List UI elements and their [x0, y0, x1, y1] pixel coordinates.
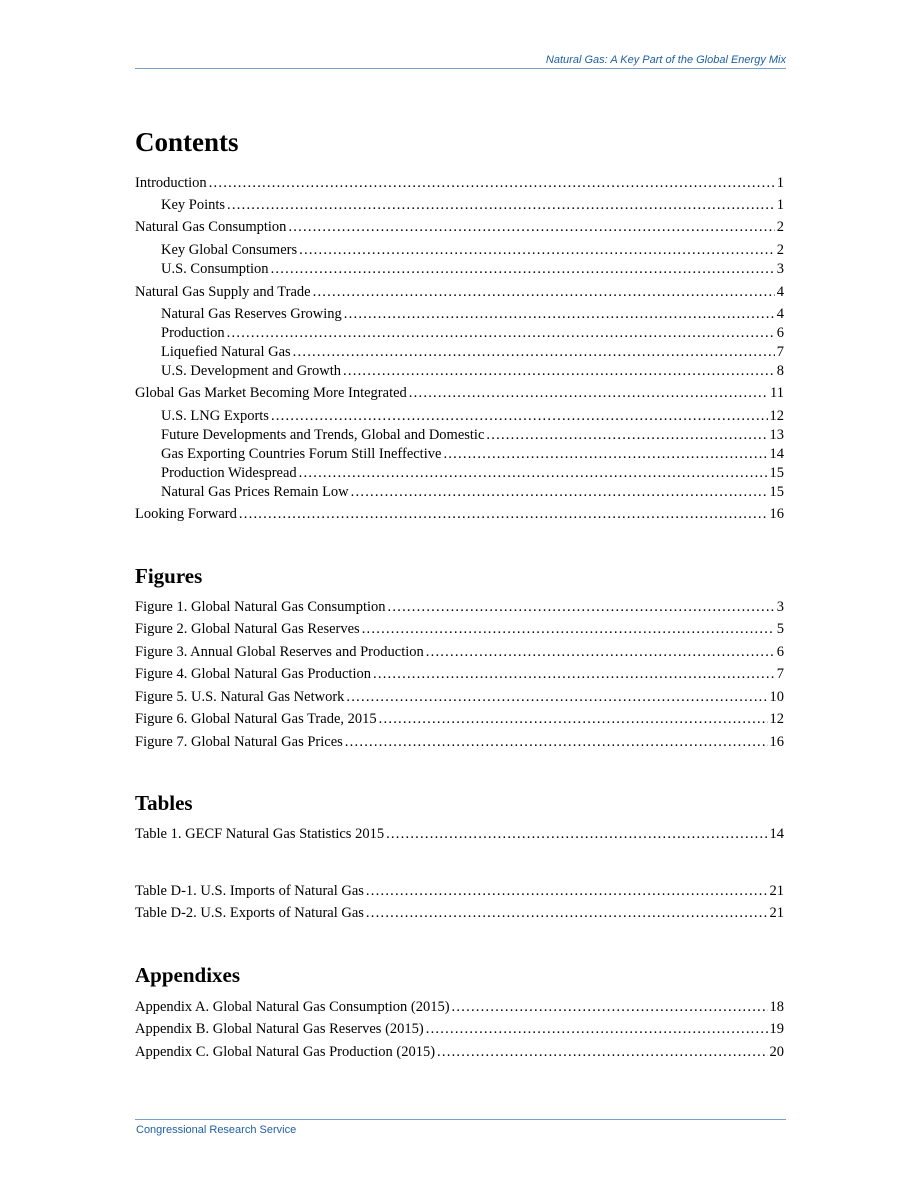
figure-entry-page: 6	[776, 644, 784, 660]
toc-entry-label: U.S. LNG Exports	[161, 408, 269, 424]
toc-entry-label: Liquefied Natural Gas	[161, 344, 291, 360]
dot-leader	[362, 621, 775, 638]
appendix-entry[interactable]	[135, 999, 784, 1016]
footer-rule	[135, 1119, 786, 1120]
dot-leader	[344, 306, 775, 323]
table-entry-label: Table 1. GECF Natural Gas Statistics 2015	[135, 826, 385, 842]
dot-leader	[313, 284, 775, 301]
toc-entry[interactable]	[135, 408, 784, 425]
toc-entry-page: 6	[776, 325, 784, 341]
header-rule	[135, 68, 786, 69]
toc-entry[interactable]	[135, 175, 784, 192]
tables-heading: Tables	[135, 791, 193, 815]
figure-entry[interactable]	[135, 621, 784, 638]
toc-entry[interactable]	[135, 363, 784, 380]
dot-leader	[227, 197, 775, 214]
toc-entry[interactable]	[135, 242, 784, 259]
table-entry-page: 21	[769, 905, 784, 921]
toc-entry[interactable]	[135, 385, 784, 402]
toc-entry-label: Introduction	[135, 175, 207, 191]
toc-entry-page: 1	[776, 175, 784, 191]
dot-leader	[379, 711, 768, 728]
contents-heading: Contents	[135, 127, 239, 157]
toc-entry-label: U.S. Development and Growth	[161, 363, 342, 379]
table-entry[interactable]	[135, 826, 784, 843]
dot-leader	[452, 999, 768, 1016]
dot-leader	[437, 1044, 767, 1061]
dot-leader	[366, 883, 768, 900]
figure-entry-label: Figure 1. Global Natural Gas Consumption	[135, 599, 386, 615]
toc-entry-label: Natural Gas Supply and Trade	[135, 284, 311, 300]
toc-entry-page: 2	[776, 242, 784, 258]
toc-entry-label: Key Global Consumers	[161, 242, 298, 258]
toc-entry[interactable]	[135, 261, 784, 278]
dot-leader	[388, 599, 775, 616]
toc-entry-label: Production	[161, 325, 225, 341]
table-entry[interactable]	[135, 883, 784, 900]
toc-entry-label: Natural Gas Consumption	[135, 219, 287, 235]
dot-leader	[409, 385, 768, 402]
toc-entry-page: 4	[776, 284, 784, 300]
figures-heading: Figures	[135, 564, 203, 588]
dot-leader	[343, 363, 775, 380]
toc-entry[interactable]	[135, 197, 784, 214]
toc-entry[interactable]	[135, 427, 784, 444]
figure-entry[interactable]	[135, 644, 784, 661]
appendix-entry-label: Appendix B. Global Natural Gas Reserves (2015)	[135, 1021, 424, 1037]
toc-entry-label: Natural Gas Reserves Growing	[161, 306, 342, 322]
figure-entry-page: 7	[776, 666, 784, 682]
figure-entry[interactable]	[135, 666, 784, 683]
dot-leader	[426, 1021, 768, 1038]
appendix-entry-page: 19	[769, 1021, 784, 1037]
toc-entry-label: Key Points	[161, 197, 226, 213]
toc-entry-page: 11	[770, 385, 784, 401]
toc-entry[interactable]	[135, 506, 784, 523]
figure-entry-page: 16	[769, 734, 784, 750]
dot-leader	[227, 325, 775, 342]
toc-entry-label: Production Widespread	[161, 465, 297, 481]
toc-entry-page: 8	[776, 363, 784, 379]
toc-entry[interactable]	[135, 325, 784, 342]
figure-entry-page: 10	[769, 689, 784, 705]
dot-leader	[299, 242, 775, 259]
figure-entry-label: Figure 6. Global Natural Gas Trade, 2015	[135, 711, 377, 727]
figure-entry-page: 3	[776, 599, 784, 615]
dot-leader	[288, 219, 774, 236]
toc-entry-page: 12	[769, 408, 784, 424]
running-header: Natural Gas: A Key Part of the Global Energy Mix	[545, 54, 786, 66]
dot-leader	[271, 408, 768, 425]
toc-entry[interactable]	[135, 219, 784, 236]
dot-leader	[486, 427, 767, 444]
toc-entry-label: Future Developments and Trends, Global and Domestic	[161, 427, 485, 443]
table-entry-page: 21	[769, 883, 784, 899]
figure-entry-label: Figure 3. Annual Global Reserves and Production	[135, 644, 424, 660]
appendix-entry[interactable]	[135, 1044, 784, 1061]
dot-leader	[293, 344, 775, 361]
toc-entry-label: Looking Forward	[135, 506, 237, 522]
toc-entry-page: 1	[776, 197, 784, 213]
toc-entry-page: 15	[769, 484, 784, 500]
toc-entry-page: 13	[769, 427, 784, 443]
appendix-entry[interactable]	[135, 1021, 784, 1038]
figure-entry[interactable]	[135, 711, 784, 728]
toc-entry-page: 16	[769, 506, 784, 522]
figure-entry[interactable]	[135, 599, 784, 616]
toc-entry-label: Gas Exporting Countries Forum Still Ineffective	[161, 446, 442, 462]
appendix-entry-page: 20	[769, 1044, 784, 1060]
figure-entry[interactable]	[135, 689, 784, 706]
toc-entry[interactable]	[135, 484, 784, 501]
toc-entry-label: Global Gas Market Becoming More Integrated	[135, 385, 407, 401]
toc-entry-page: 4	[776, 306, 784, 322]
figure-entry-label: Figure 5. U.S. Natural Gas Network	[135, 689, 345, 705]
dot-leader	[373, 666, 775, 683]
table-entry-label: Table D-2. U.S. Exports of Natural Gas	[135, 905, 364, 921]
figure-entry-page: 5	[776, 621, 784, 637]
toc-entry[interactable]	[135, 284, 784, 301]
toc-entry-label: Natural Gas Prices Remain Low	[161, 484, 349, 500]
dot-leader	[351, 484, 768, 501]
table-entry-label: Table D-1. U.S. Imports of Natural Gas	[135, 883, 364, 899]
table-entry[interactable]	[135, 905, 784, 922]
toc-entry-page: 15	[769, 465, 784, 481]
dot-leader	[209, 175, 775, 192]
figure-entry-label: Figure 7. Global Natural Gas Prices	[135, 734, 343, 750]
toc-entry-page: 7	[776, 344, 784, 360]
toc-entry[interactable]	[135, 446, 784, 463]
toc-entry-page: 3	[776, 261, 784, 277]
toc-entry[interactable]	[135, 344, 784, 361]
dot-leader	[386, 826, 767, 843]
figure-entry-label: Figure 2. Global Natural Gas Reserves	[135, 621, 360, 637]
dot-leader	[366, 905, 768, 922]
dot-leader	[426, 644, 775, 661]
footer-text: Congressional Research Service	[136, 1124, 297, 1136]
appendix-entry-page: 18	[769, 999, 784, 1015]
dot-leader	[299, 465, 768, 482]
toc-entry-label: U.S. Consumption	[161, 261, 269, 277]
toc-entry[interactable]	[135, 306, 784, 323]
table-entry-page: 14	[769, 826, 784, 842]
appendix-entry-label: Appendix C. Global Natural Gas Production (2015)	[135, 1044, 436, 1060]
appendix-entry-label: Appendix A. Global Natural Gas Consumption (2015)	[135, 999, 450, 1015]
dot-leader	[271, 261, 775, 278]
toc-entry-page: 2	[776, 219, 784, 235]
dot-leader	[345, 734, 768, 751]
toc-entry-page: 14	[769, 446, 784, 462]
dot-leader	[239, 506, 768, 523]
dot-leader	[346, 689, 767, 706]
toc-entry[interactable]	[135, 465, 784, 482]
appendixes-heading: Appendixes	[135, 963, 241, 987]
dot-leader	[443, 446, 767, 463]
figure-entry-page: 12	[769, 711, 784, 727]
figure-entry-label: Figure 4. Global Natural Gas Production	[135, 666, 371, 682]
figure-entry[interactable]	[135, 734, 784, 751]
